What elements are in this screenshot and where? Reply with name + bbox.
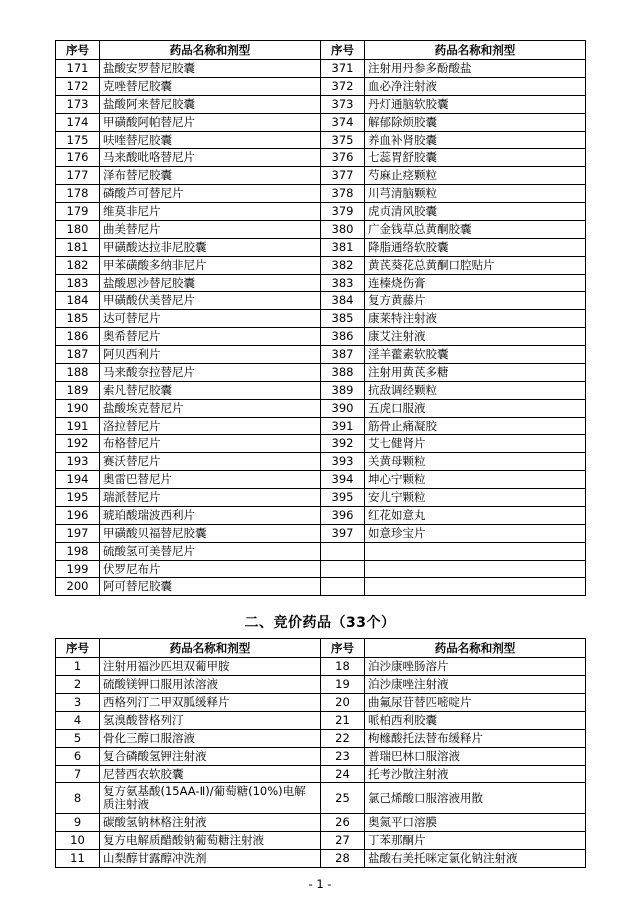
- cell-name-left: 马来酸吡咯替尼片: [100, 149, 321, 167]
- cell-num-left: 187: [56, 346, 100, 364]
- cell-num-right: 20: [321, 694, 365, 712]
- cell-name-left: 洛拉替尼片: [100, 417, 321, 435]
- cell-name-left: 阿贝西利片: [100, 346, 321, 364]
- cell-name-right: 奥氮平口溶膜: [365, 814, 586, 832]
- cell-num-left: 196: [56, 506, 100, 524]
- cell-num-right: 377: [321, 167, 365, 185]
- table-row: [56, 711, 586, 729]
- cell-num-right: [321, 578, 365, 596]
- cell-num-left: 188: [56, 363, 100, 381]
- header-name-right: 药品名称和剂型: [365, 639, 586, 658]
- cell-num-left: 7: [56, 765, 100, 783]
- cell-num-left: 193: [56, 453, 100, 471]
- table-row: [56, 560, 586, 578]
- table-row: [56, 578, 586, 596]
- header-name-left: 药品名称和剂型: [100, 639, 321, 658]
- cell-name-right: 广金钱草总黄酮胶囊: [365, 220, 586, 238]
- cell-num-left: 181: [56, 238, 100, 256]
- cell-name-left: 骨化三醇口服溶液: [100, 729, 321, 747]
- cell-name-left: 盐酸埃克替尼片: [100, 399, 321, 417]
- cell-num-right: 22: [321, 729, 365, 747]
- header-num-right: 序号: [321, 639, 365, 658]
- cell-name-right: 筋骨止痛凝胶: [365, 417, 586, 435]
- cell-name-right: 枸橼酸托法替布缓释片: [365, 729, 586, 747]
- table-row: [56, 363, 586, 381]
- cell-num-right: 372: [321, 77, 365, 95]
- cell-name-right: 红花如意丸: [365, 506, 586, 524]
- cell-num-right: 18: [321, 658, 365, 676]
- drug-list-table-top: [55, 40, 586, 596]
- cell-name-right: [365, 542, 586, 560]
- table-row: [56, 185, 586, 203]
- section-title: 二、竞价药品（33个）: [244, 615, 396, 632]
- header-name-left: 药品名称和剂型: [100, 41, 321, 60]
- cell-num-left: 180: [56, 220, 100, 238]
- cell-name-right: 七蕊胃舒胶囊: [365, 149, 586, 167]
- table-row: [56, 849, 586, 867]
- cell-num-right: 397: [321, 524, 365, 542]
- cell-name-right: 血必净注射液: [365, 77, 586, 95]
- table-row: [56, 814, 586, 832]
- header-num-left: 序号: [56, 41, 100, 60]
- table-row: [56, 506, 586, 524]
- cell-name-left: 甲苯磺酸多纳非尼片: [100, 256, 321, 274]
- cell-num-left: 177: [56, 167, 100, 185]
- cell-num-right: 380: [321, 220, 365, 238]
- cell-num-right: 26: [321, 814, 365, 832]
- header-num-left: 序号: [56, 639, 100, 658]
- table-row: [56, 765, 586, 783]
- cell-name-right: 解郁除烦胶囊: [365, 113, 586, 131]
- cell-num-right: 25: [321, 783, 365, 814]
- table-row: [56, 453, 586, 471]
- table-row: [56, 203, 586, 221]
- table-row: [56, 747, 586, 765]
- drug-list-table-bottom: [55, 638, 586, 868]
- cell-name-right: [365, 578, 586, 596]
- cell-name-left: 复方氨基酸(15AA-Ⅱ)/葡萄糖(10%)电解质注射液: [100, 783, 321, 814]
- cell-name-left: 复方电解质醋酸钠葡萄糖注射液: [100, 832, 321, 850]
- cell-num-right: 383: [321, 274, 365, 292]
- cell-num-left: 3: [56, 694, 100, 712]
- page-number: - 1 -: [308, 877, 332, 891]
- cell-name-right: 黄芪葵花总黄酮口腔贴片: [365, 256, 586, 274]
- cell-name-right: 淫羊藿素软胶囊: [365, 346, 586, 364]
- header-name-right: 药品名称和剂型: [365, 41, 586, 60]
- table-row: [56, 77, 586, 95]
- cell-num-left: 197: [56, 524, 100, 542]
- cell-name-left: 赛沃替尼片: [100, 453, 321, 471]
- cell-name-left: 盐酸安罗替尼胶囊: [100, 60, 321, 78]
- cell-num-right: 21: [321, 711, 365, 729]
- cell-name-left: 琥珀酸瑞波西利片: [100, 506, 321, 524]
- cell-num-right: 393: [321, 453, 365, 471]
- cell-num-right: 384: [321, 292, 365, 310]
- cell-name-left: 克唑替尼胶囊: [100, 77, 321, 95]
- cell-name-right: 泊沙康唑注射液: [365, 676, 586, 694]
- cell-name-left: 维莫非尼片: [100, 203, 321, 221]
- table-row: [56, 238, 586, 256]
- cell-num-left: 171: [56, 60, 100, 78]
- cell-name-left: 甲磺酸达拉非尼胶囊: [100, 238, 321, 256]
- cell-num-left: 2: [56, 676, 100, 694]
- cell-name-left: 硫酸镁钾口服用浓溶液: [100, 676, 321, 694]
- cell-num-right: 28: [321, 849, 365, 867]
- cell-num-left: 182: [56, 256, 100, 274]
- table-row: [56, 399, 586, 417]
- cell-num-right: 378: [321, 185, 365, 203]
- cell-name-right: 氯己烯酸口服溶液用散: [365, 783, 586, 814]
- cell-name-left: 氢溴酸替格列汀: [100, 711, 321, 729]
- table-bottom-body: [56, 658, 586, 868]
- cell-name-right: 注射用黄芪多糖: [365, 363, 586, 381]
- table-row: [56, 471, 586, 489]
- cell-num-left: 11: [56, 849, 100, 867]
- table-row: [56, 542, 586, 560]
- cell-num-left: 195: [56, 489, 100, 507]
- table-row: [56, 489, 586, 507]
- cell-num-left: 189: [56, 381, 100, 399]
- cell-name-right: 芍麻止痉颗粒: [365, 167, 586, 185]
- cell-num-left: 198: [56, 542, 100, 560]
- cell-name-right: 五虎口服液: [365, 399, 586, 417]
- cell-num-right: 388: [321, 363, 365, 381]
- cell-name-left: 尼替西农软胶囊: [100, 765, 321, 783]
- table-row: [56, 832, 586, 850]
- cell-num-right: 376: [321, 149, 365, 167]
- cell-name-right: 如意珍宝片: [365, 524, 586, 542]
- table-header-row: [56, 639, 586, 658]
- cell-name-left: 甲磺酸贝福替尼胶囊: [100, 524, 321, 542]
- header-num-right: 序号: [321, 41, 365, 60]
- table-row: [56, 328, 586, 346]
- cell-name-right: 盐酸右美托咪定氯化钠注射液: [365, 849, 586, 867]
- cell-num-right: 387: [321, 346, 365, 364]
- cell-num-left: 6: [56, 747, 100, 765]
- cell-num-right: 373: [321, 95, 365, 113]
- cell-num-left: 173: [56, 95, 100, 113]
- drug-list-table-bottom-wrapper: [55, 638, 585, 868]
- cell-num-left: 200: [56, 578, 100, 596]
- table-row: [56, 729, 586, 747]
- cell-num-left: 190: [56, 399, 100, 417]
- table-row: [56, 346, 586, 364]
- table-row: [56, 417, 586, 435]
- table-row: [56, 381, 586, 399]
- cell-name-right: 托考沙散注射液: [365, 765, 586, 783]
- cell-name-right: 坤心宁颗粒: [365, 471, 586, 489]
- cell-num-right: 392: [321, 435, 365, 453]
- cell-num-right: 394: [321, 471, 365, 489]
- table-row: [56, 95, 586, 113]
- table-row: [56, 220, 586, 238]
- cell-name-right: [365, 560, 586, 578]
- cell-num-right: 395: [321, 489, 365, 507]
- cell-name-left: 磷酸芦可替尼片: [100, 185, 321, 203]
- cell-num-left: 178: [56, 185, 100, 203]
- table-row: [56, 676, 586, 694]
- cell-name-right: 康莱特注射液: [365, 310, 586, 328]
- cell-num-right: 390: [321, 399, 365, 417]
- cell-name-right: 哌柏西利胶囊: [365, 711, 586, 729]
- cell-num-left: 8: [56, 783, 100, 814]
- cell-num-left: 4: [56, 711, 100, 729]
- cell-name-left: 索凡替尼胶囊: [100, 381, 321, 399]
- table-row: [56, 256, 586, 274]
- cell-name-right: 川芎清脑颗粒: [365, 185, 586, 203]
- cell-name-right: 艾七健肾片: [365, 435, 586, 453]
- cell-name-left: 西格列汀二甲双胍缓释片: [100, 694, 321, 712]
- cell-num-right: [321, 542, 365, 560]
- cell-num-left: 10: [56, 832, 100, 850]
- table-row: [56, 131, 586, 149]
- cell-num-right: 391: [321, 417, 365, 435]
- table-bottom-header: [56, 639, 586, 658]
- cell-name-right: 注射用丹参多酚酸盐: [365, 60, 586, 78]
- table-row: [56, 292, 586, 310]
- table-header-row: [56, 41, 586, 60]
- cell-num-left: 174: [56, 113, 100, 131]
- cell-name-left: 伏罗尼布片: [100, 560, 321, 578]
- cell-num-right: 374: [321, 113, 365, 131]
- cell-name-left: 阿可替尼胶囊: [100, 578, 321, 596]
- table-top-header: [56, 41, 586, 60]
- table-row: [56, 783, 586, 814]
- cell-name-left: 注射用福沙匹坦双葡甲胺: [100, 658, 321, 676]
- cell-name-left: 马来酸奈拉替尼片: [100, 363, 321, 381]
- table-row: [56, 149, 586, 167]
- cell-name-right: 降脂通络软胶囊: [365, 238, 586, 256]
- cell-name-left: 泽布替尼胶囊: [100, 167, 321, 185]
- cell-name-left: 达可替尼片: [100, 310, 321, 328]
- cell-num-right: 19: [321, 676, 365, 694]
- cell-num-right: 381: [321, 238, 365, 256]
- cell-name-right: 曲氟尿苷替匹嘧啶片: [365, 694, 586, 712]
- cell-name-left: 奥希替尼片: [100, 328, 321, 346]
- cell-num-left: 183: [56, 274, 100, 292]
- table-row: [56, 435, 586, 453]
- cell-num-right: [321, 560, 365, 578]
- cell-name-right: 丹灯通脑软胶囊: [365, 95, 586, 113]
- cell-name-right: 关黄母颗粒: [365, 453, 586, 471]
- cell-num-right: 371: [321, 60, 365, 78]
- cell-name-right: 安儿宁颗粒: [365, 489, 586, 507]
- cell-num-left: 179: [56, 203, 100, 221]
- cell-num-left: 9: [56, 814, 100, 832]
- table-row: [56, 658, 586, 676]
- cell-num-right: 386: [321, 328, 365, 346]
- cell-num-right: 396: [321, 506, 365, 524]
- cell-name-right: 虎贞清风胶囊: [365, 203, 586, 221]
- cell-name-right: 泊沙康唑肠溶片: [365, 658, 586, 676]
- cell-name-right: 普瑞巴林口服溶液: [365, 747, 586, 765]
- cell-name-left: 甲磺酸阿帕替尼片: [100, 113, 321, 131]
- cell-num-right: 375: [321, 131, 365, 149]
- table-row: [56, 274, 586, 292]
- table-row: [56, 113, 586, 131]
- cell-num-left: 192: [56, 435, 100, 453]
- cell-num-left: 5: [56, 729, 100, 747]
- cell-num-right: 385: [321, 310, 365, 328]
- table-row: [56, 524, 586, 542]
- cell-num-left: 175: [56, 131, 100, 149]
- cell-num-right: 382: [321, 256, 365, 274]
- cell-num-left: 194: [56, 471, 100, 489]
- cell-name-left: 曲美替尼片: [100, 220, 321, 238]
- cell-name-right: 养血补肾胶囊: [365, 131, 586, 149]
- cell-name-left: 盐酸恩沙替尼胶囊: [100, 274, 321, 292]
- table-row: [56, 694, 586, 712]
- cell-num-right: 379: [321, 203, 365, 221]
- table-row: [56, 310, 586, 328]
- table-row: [56, 60, 586, 78]
- cell-num-left: 186: [56, 328, 100, 346]
- cell-name-left: 复合磷酸氢钾注射液: [100, 747, 321, 765]
- cell-num-left: 172: [56, 77, 100, 95]
- cell-num-left: 184: [56, 292, 100, 310]
- table-top-body: [56, 60, 586, 596]
- cell-num-right: 389: [321, 381, 365, 399]
- cell-name-right: 康艾注射液: [365, 328, 586, 346]
- cell-name-right: 复方黄藤片: [365, 292, 586, 310]
- cell-name-left: 瑞派替尼片: [100, 489, 321, 507]
- cell-name-right: 丁苯那酮片: [365, 832, 586, 850]
- cell-num-left: 176: [56, 149, 100, 167]
- cell-num-right: 23: [321, 747, 365, 765]
- cell-name-left: 奥雷巴替尼片: [100, 471, 321, 489]
- cell-name-left: 布格替尼片: [100, 435, 321, 453]
- cell-num-left: 199: [56, 560, 100, 578]
- cell-num-right: 27: [321, 832, 365, 850]
- cell-name-left: 甲磺酸伏美替尼片: [100, 292, 321, 310]
- cell-num-left: 1: [56, 658, 100, 676]
- cell-name-left: 硫酸氢可美替尼片: [100, 542, 321, 560]
- cell-name-left: 山梨醇甘露醇冲洗剂: [100, 849, 321, 867]
- table-row: [56, 167, 586, 185]
- cell-num-right: 24: [321, 765, 365, 783]
- cell-name-right: 连榛烧伤膏: [365, 274, 586, 292]
- cell-name-right: 抗敌调经颗粒: [365, 381, 586, 399]
- cell-num-left: 185: [56, 310, 100, 328]
- cell-name-left: 盐酸阿来替尼胶囊: [100, 95, 321, 113]
- cell-name-left: 呋喹替尼胶囊: [100, 131, 321, 149]
- drug-list-table-top-wrapper: [55, 40, 585, 596]
- cell-num-left: 191: [56, 417, 100, 435]
- cell-name-left: 碳酸氢钠林格注射液: [100, 814, 321, 832]
